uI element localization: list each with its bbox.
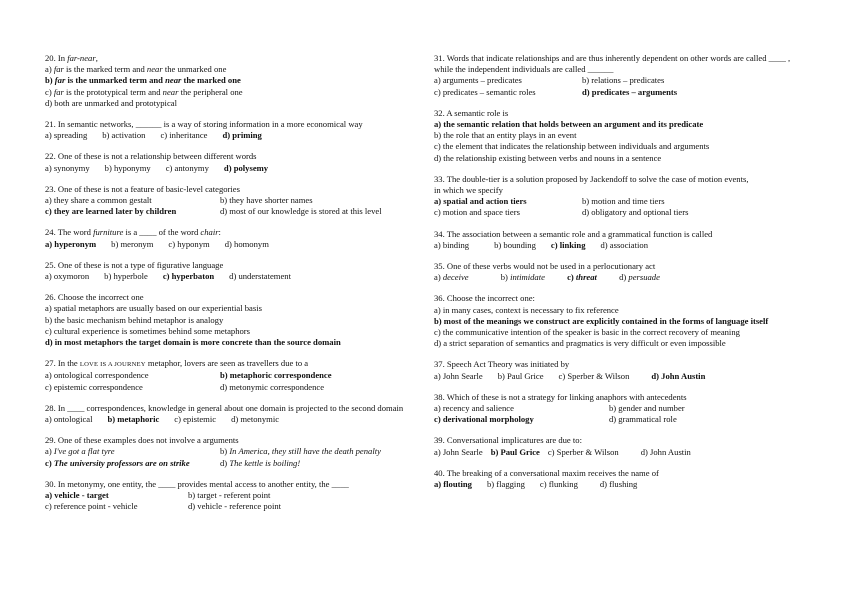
question-34: 34. The association between a semantic role and a grammatical function is called a) binding b) bounding c) linking d) association bbox=[434, 228, 713, 250]
option-c-answer: c) threat bbox=[567, 272, 597, 283]
option-c-answer: c) derivational morphology bbox=[434, 414, 534, 425]
question-32: 32. A semantic role is a) the semantic relation that holds between an argument and its predicate b) the role that an entity plays in an event c) the element that indicates the relationship between individuals and arguments d) the relationship existing between verbs and nouns in a sentence bbox=[434, 108, 806, 164]
option-d-answer: d) in most metaphors the target domain is more concrete than the source domain bbox=[45, 337, 341, 348]
option-b-answer: b) most of the meanings we construct are explicitly contained in the forms of language itself bbox=[434, 315, 769, 326]
option-d-answer: d) priming bbox=[222, 130, 262, 141]
option-b-answer: b) Paul Grice bbox=[490, 446, 540, 457]
option-d-answer: d) polysemy bbox=[223, 162, 269, 173]
question-31: 31. Words that indicate relationships and are thus inherently dependent on other words are called ____ , while the independent individuals are called ______ a) arguments – predicates b) relations – predicates c) predicates – semantic roles d) predicates – arguments bbox=[434, 53, 806, 98]
question-26: 26. Choose the incorrect one a) spatial metaphors are usually based on our experiential basis b) the basic mechanism behind metaphor is analogy c) cultural experience is sometimes behind some metaphors d) in most metaphors the target domain is more concrete than the source domain bbox=[45, 292, 411, 348]
option-c-answer: c) The university professors are on strike bbox=[45, 457, 190, 468]
option-c-answer: c) hyperbaton bbox=[162, 271, 215, 282]
question-30: 30. In metonymy, one entity, the ____ provides mental access to another entity, the ____ a) vehicle - target b) target - referent point c) reference point - vehicle d) vehicle - reference point bbox=[45, 478, 349, 512]
right-column bbox=[434, 53, 806, 490]
question-27: 27. In the LOVE IS A JOURNEY metaphor, lovers are seen as travellers due to a a) ontological correspondence b) metaphoric correspondence c) epistemic correspondence d) metonymic correspondence bbox=[45, 358, 411, 393]
option-a-answer: a) vehicle - target bbox=[45, 490, 109, 501]
option-b-answer: b) metaphoric bbox=[107, 414, 160, 425]
option-b-answer: b) far is the unmarked term and near the marked one bbox=[45, 75, 241, 86]
option-c-answer: c) they are learned later by children bbox=[45, 206, 177, 217]
option-d-answer: d) predicates – arguments bbox=[582, 86, 678, 97]
question-28: 28. In ____ correspondences, knowledge in general about one domain is projected to the second domain a) ontological b) metaphoric c) epistemic d) metonymic bbox=[45, 402, 404, 425]
option-a-answer: a) hyperonym bbox=[45, 238, 97, 249]
question-35: 35. One of these verbs would not be used in a perlocutionary act a) deceive b) intimidate c) threat d) persuade bbox=[434, 261, 660, 283]
option-c: c) far is the prototypical term and near the peripheral one bbox=[45, 86, 243, 97]
question-29: 29. One of these examples does not involve a arguments a) I've got a flat tyre b) In America, they still have the death penalty c) The university professors are on strike d) The kettle is boiling! bbox=[45, 435, 381, 468]
option-a: a) far is the marked term and near the unmarked one bbox=[45, 64, 227, 75]
option-c-answer: c) linking bbox=[550, 239, 586, 250]
question-38: 38. Which of these is not a strategy for linking anaphors with antecedents a) recency and salience b) gender and number c) derivational morphology d) grammatical role bbox=[434, 391, 687, 425]
question-23: 23. One of these is not a feature of basic-level categories a) they share a common gestalt b) they have shorter names c) they are learned later by children d) most of our knowledge is stored at this level bbox=[45, 183, 382, 217]
option-d-answer: d) John Austin bbox=[651, 370, 706, 381]
question-25: 25. One of these is not a type of figurative language a) oxymoron b) hyperbole c) hyperbaton d) understatement bbox=[45, 259, 291, 282]
option-a-answer: a) spatial and action tiers bbox=[434, 196, 527, 207]
question-39: 39. Conversational implicatures are due to: a) John Searle b) Paul Grice c) Sperber & Wilson d) John Austin bbox=[434, 435, 691, 457]
question-21: 21. In semantic networks, ______ is a way of storing information in a more economical way a) spreading b) activation c) inheritance d) priming bbox=[45, 119, 363, 141]
question-22: 22. One of these is not a relationship between different words a) synonymy b) hyponymy c) antonymy d) polysemy bbox=[45, 151, 269, 173]
question-20: 20. In far-near, a) far is the marked term and near the unmarked one b) far is the unmarked term and near the marked one c) far is the prototypical term and near the peripheral one d) both are unmarked and prototypical bbox=[45, 53, 411, 109]
left-column bbox=[45, 53, 411, 513]
option-a-answer: a) the semantic relation that holds between an argument and its predicate bbox=[434, 119, 704, 130]
question-24: 24. The word furniture is a ____ of the word chair: a) hyperonym b) meronym c) hyponym d) homonym bbox=[45, 227, 269, 249]
option-a-answer: a) flouting bbox=[434, 479, 472, 490]
question-40: 40. The breaking of a conversational maxim receives the name of a) flouting b) flagging c) flunking d) flushing bbox=[434, 467, 659, 490]
question-37: 37. Speech Act Theory was initiated by a) John Searle b) Paul Grice c) Sperber & Wilson d) John Austin bbox=[434, 359, 706, 381]
option-d: d) both are unmarked and prototypical bbox=[45, 97, 177, 108]
question-36: 36. Choose the incorrect one: a) in many cases, context is necessary to fix reference b) most of the meanings we construct are explicitly contained in the forms of language itself c) the communicative intention of the speaker is basic in the correct recovery of meaning d) a strict separation of semantics and pragmatics is very difficult or even impossible bbox=[434, 293, 806, 349]
question-33: 33. The double-tier is a solution proposed by Jackendoff to solve the case of motion events, in which we specify a) spatial and action tiers b) motion and time tiers c) motion and space tiers d) obligatory and optional tiers bbox=[434, 173, 749, 218]
option-b-answer: b) metaphoric correspondence bbox=[220, 370, 332, 381]
